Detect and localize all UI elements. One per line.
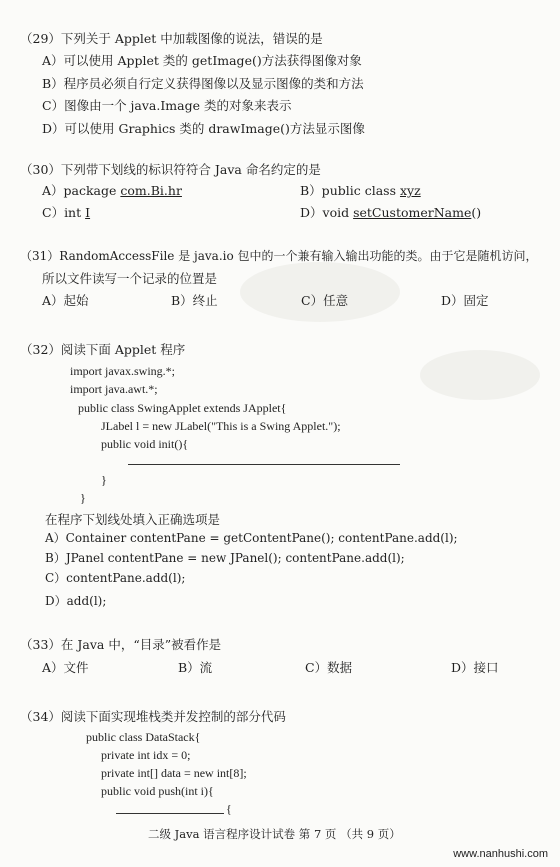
q32-code-line: JLabel l = new JLabel("This is a Swing Applet."); <box>101 419 341 433</box>
q32-code-line: } <box>80 491 86 505</box>
q31-stem-line1: （31）RandomAccessFile 是 java.io 包中的一个兼有输入输出功能的类。由于它是随机访问， <box>20 249 538 263</box>
q34-stem: （34）阅读下面实现堆栈类并发控制的部分代码 <box>20 709 286 724</box>
q29-stem: （29）下列关于 Applet 中加载图像的说法，错误的是 <box>20 31 323 46</box>
q30-option-b <box>300 183 421 198</box>
q30-option-a-identifier: com.Bi.hr <box>120 183 182 198</box>
q31-option-a: A）起始 <box>42 293 89 308</box>
q34-code-line: public void push(int i){ <box>101 784 214 798</box>
q34-code-line: private int[] data = new int[8]; <box>101 766 247 780</box>
q30-option-d-prefix: D）void <box>300 205 354 220</box>
q29-option-c: C）图像由一个 java.Image 类的对象来表示 <box>42 98 292 113</box>
q31-stem-line2: 所以文件读写一个记录的位置是 <box>42 271 218 286</box>
q33-option-b: B）流 <box>178 660 213 675</box>
q30-option-d <box>300 205 481 220</box>
q29-option-a: A）可以使用 Applet 类的 getImage()方法获得图像对象 <box>42 53 362 68</box>
q29-option-d: D）可以使用 Graphics 类的 drawImage()方法显示图像 <box>42 121 365 136</box>
q30-option-b-prefix: B）public class <box>300 183 400 198</box>
q30-stem: （30）下列带下划线的标识符符合 Java 命名约定的是 <box>20 162 321 177</box>
q32-option-c: C）contentPane.add(l); <box>45 571 186 585</box>
scan-smudge <box>420 350 540 400</box>
q31-option-c: C）任意 <box>301 293 349 308</box>
q32-code-line: public class SwingApplet extends JApplet{ <box>78 401 287 415</box>
q30-option-c-identifier: I <box>85 205 91 220</box>
q30-option-a-prefix: A）package <box>42 183 121 198</box>
q32-code-line: import javax.swing.*; <box>70 364 175 378</box>
q32-answer-blank <box>128 464 400 465</box>
q32-code-line: import java.awt.*; <box>70 382 158 396</box>
q33-option-a: A）文件 <box>42 660 89 675</box>
q30-option-c <box>42 205 90 220</box>
q33-option-c: C）数据 <box>305 660 353 675</box>
q32-option-d: D）add(l); <box>45 594 107 608</box>
q32-option-a: A）Container contentPane = getContentPane(); contentPane.add(l); <box>45 531 458 545</box>
q34-answer-blank <box>116 813 224 814</box>
q32-prompt: 在程序下划线处填入正确选项是 <box>45 512 221 527</box>
q31-option-b: B）终止 <box>171 293 218 308</box>
q32-code-line: } <box>101 473 107 487</box>
q32-code-line: public void init(){ <box>101 437 189 451</box>
q30-option-a <box>42 183 182 198</box>
q30-option-b-identifier: xyz <box>399 183 421 198</box>
scan-smudge <box>240 262 400 322</box>
q34-code-line: { <box>226 802 232 816</box>
q34-code-line: private int idx = 0; <box>101 748 191 762</box>
q32-stem: （32）阅读下面 Applet 程序 <box>20 342 186 357</box>
q31-option-d: D）固定 <box>441 293 489 308</box>
page-footer: 二级 Java 语言程序设计试卷 第 7 页 （共 9 页） <box>148 827 401 841</box>
q30-option-d-identifier: setCustomerName <box>353 205 472 220</box>
q30-option-d-suffix: () <box>471 205 482 220</box>
q30-option-c-prefix: C）int <box>42 205 86 220</box>
site-watermark: www.nanhushi.com <box>453 848 548 860</box>
q29-option-b: B）程序员必须自行定义获得图像以及显示图像的类和方法 <box>42 76 364 91</box>
q33-stem: （33）在 Java 中，“目录”被看作是 <box>20 637 222 652</box>
q34-code-line: public class DataStack{ <box>86 730 201 744</box>
q32-option-b: B）JPanel contentPane = new JPanel(); contentPane.add(l); <box>45 551 405 565</box>
q33-option-d: D）接口 <box>451 660 499 675</box>
